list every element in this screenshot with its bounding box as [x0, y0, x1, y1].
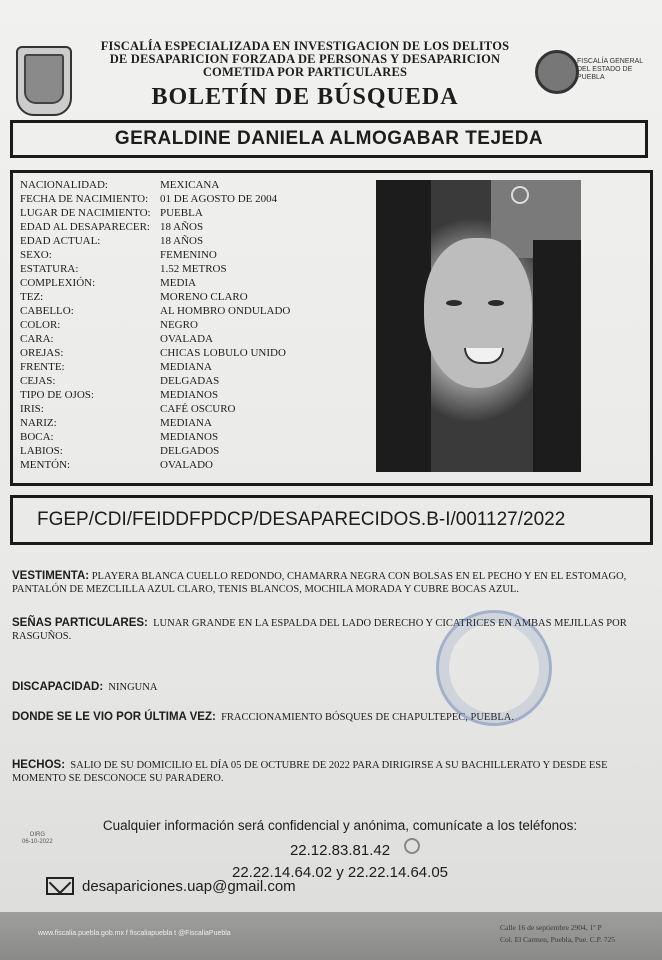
detail-label: TEZ: [20, 291, 44, 303]
fiscalia-logo-icon [535, 48, 645, 98]
clothing-text: PLAYERA BLANCA CUELLO REDONDO, CHAMARRA NEGRA CON BOLSAS EN EL PECHO Y EN EL ESTOMAGO, PANTALÓN DE MEZCLILLA AZUL CLARO, TENIS BLANCOS, MOCHILA MORADA Y CUBRE BOCAS AZUL. [12, 571, 627, 595]
detail-value: NEGRO [160, 319, 198, 331]
detail-label: NACIONALIDAD: [20, 179, 108, 191]
phone-number-1: 22.12.83.81.42 [289, 842, 391, 859]
detail-value: CAFÉ OSCURO [160, 403, 236, 415]
issuing-agency [80, 40, 530, 79]
last-seen-text: FRACCIONAMIENTO BÓSQUES DE CHAPULTEPEC, PUEBLA. [221, 712, 514, 723]
detail-value: DELGADAS [160, 375, 220, 387]
last-seen-label: DONDE SE LE VIO POR ÚLTIMA VEZ: [12, 711, 216, 723]
detail-row [20, 192, 380, 206]
detail-row [20, 206, 380, 220]
detail-label: FECHA DE NACIMIENTO: [20, 193, 149, 205]
detail-row [20, 290, 380, 304]
detail-label: OREJAS: [20, 347, 64, 359]
physical-description [20, 178, 380, 472]
detail-value: AL HOMBRO ONDULADO [160, 305, 291, 317]
detail-value: 1.52 METROS [160, 263, 227, 275]
detail-row [20, 388, 380, 402]
detail-value: MEDIA [160, 277, 197, 289]
marks-label: SEÑAS PARTICULARES: [12, 617, 148, 629]
detail-value: 01 DE AGOSTO DE 2004 [160, 193, 278, 205]
logo-text-1: FISCALÍA GENERAL [577, 58, 644, 65]
stamp-code-1: OIRG [29, 832, 46, 838]
detail-row [20, 248, 380, 262]
detail-value: MEXICANA [160, 179, 220, 191]
bulletin-title: BOLETÍN DE BÚSQUEDA [151, 84, 459, 110]
detail-value: DELGADOS [160, 445, 220, 457]
whatsapp-icon [404, 838, 420, 854]
contact-email: desapariciones.uap@gmail.com [82, 878, 296, 895]
disability-text: NINGUNA [108, 682, 158, 693]
detail-label: LUGAR DE NACIMIENTO: [20, 207, 151, 219]
detail-value: PUEBLA [160, 207, 203, 219]
footer-address [500, 922, 615, 946]
disability-section [12, 681, 648, 694]
detail-row [20, 304, 380, 318]
agency-line-1: FISCALÍA ESPECIALIZADA EN INVESTIGACION DE LOS DELITOS [100, 39, 510, 53]
detail-label: ESTATURA: [20, 263, 79, 275]
detail-row [20, 360, 380, 374]
detail-row [20, 346, 380, 360]
facts-label: HECHOS: [12, 759, 66, 771]
person-name: GERALDINE DANIELA ALMOGABAR TEJEDA [10, 120, 648, 158]
detail-row [20, 318, 380, 332]
detail-label: FRENTE: [20, 361, 65, 373]
detail-label: EDAD ACTUAL: [20, 235, 101, 247]
detail-row [20, 416, 380, 430]
detail-row [20, 444, 380, 458]
detail-row [20, 220, 380, 234]
detail-label: COMPLEXIÓN: [20, 277, 96, 289]
address-line-1: Calle 16 de septiembre 2904, 1º P [500, 923, 602, 932]
address-line-2: Col. El Carmen, Puebla, Pue. C.P. 725 [500, 935, 615, 944]
detail-label: CABELLO: [20, 305, 74, 317]
footer-bar [0, 912, 662, 960]
detail-label: CEJAS: [20, 375, 56, 387]
phone-number-2: 22.22.14.64.02 y 22.22.14.64.05 [231, 864, 449, 881]
facts-text: SALIO DE SU DOMICILIO EL DÍA 05 DE OCTUBRE DE 2022 PARA DIRIGIRSE A SU BACHILLERATO Y DESDE ESE MOMENTO SE DESCONOCE SU PARADERO. [12, 760, 608, 784]
stamp-code-2: 06-10-2022 [22, 839, 53, 845]
contact-intro: Cualquier información será confidencial y anónima, comunícate a los teléfonos: [102, 818, 578, 833]
clothing-label: VESTIMENTA: [12, 570, 90, 582]
detail-value: MEDIANA [160, 361, 212, 373]
facts-section [12, 759, 648, 785]
detail-value: FEMENINO [160, 249, 217, 261]
detail-row [20, 402, 380, 416]
agency-line-2: DE DESAPARICION FORZADA DE PERSONAS Y DESAPARICION [109, 52, 501, 66]
case-file-number: FGEP/CDI/FEIDDFPDCP/DESAPARECIDOS.B-I/001127/2022 [10, 495, 653, 545]
detail-label: NARIZ: [20, 417, 57, 429]
detail-row [20, 332, 380, 346]
detail-row [20, 276, 380, 290]
detail-value: MEDIANOS [160, 389, 219, 401]
detail-row [20, 178, 380, 192]
logo-text-3: PUEBLA [577, 74, 605, 81]
detail-label: COLOR: [20, 319, 61, 331]
marks-section [12, 617, 648, 643]
detail-label: MENTÓN: [20, 459, 71, 471]
last-seen-section [12, 711, 648, 724]
detail-label: SEXO: [20, 249, 52, 261]
detail-value: MORENO CLARO [160, 291, 248, 303]
detail-label: CARA: [20, 333, 54, 345]
detail-value: OVALADO [160, 459, 213, 471]
coat-of-arms-logo-icon [16, 46, 72, 116]
detail-value: MEDIANOS [160, 431, 219, 443]
detail-row [20, 430, 380, 444]
detail-row [20, 234, 380, 248]
agency-line-3: COMETIDA POR PARTICULARES [202, 65, 408, 79]
detail-label: LABIOS: [20, 445, 63, 457]
detail-row [20, 458, 380, 472]
disability-label: DISCAPACIDAD: [12, 681, 104, 693]
person-photo [376, 180, 581, 472]
detail-row [20, 262, 380, 276]
logo-text-2: DEL ESTADO DE [577, 66, 633, 73]
detail-label: BOCA: [20, 431, 54, 443]
detail-value: 18 AÑOS [160, 221, 204, 233]
detail-label: IRIS: [20, 403, 44, 415]
detail-label: EDAD AL DESAPARECER: [20, 221, 150, 233]
clothing-section [12, 570, 648, 596]
detail-value: 18 AÑOS [160, 235, 204, 247]
detail-label: TIPO DE OJOS: [20, 389, 94, 401]
detail-value: OVALADA [160, 333, 213, 345]
email-icon [46, 877, 74, 895]
stamp-code [22, 832, 53, 846]
marks-text: LUNAR GRANDE EN LA ESPALDA DEL LADO DERECHO Y CICATRICES EN AMBAS MEJILLAS POR RASGUÑOS. [12, 618, 627, 642]
detail-row [20, 374, 380, 388]
footer-social: www.fiscalia.puebla.gob.mx f fiscaliapuebla t @FiscaliaPuebla [38, 930, 231, 937]
detail-value: CHICAS LOBULO UNIDO [160, 347, 286, 359]
detail-value: MEDIANA [160, 417, 212, 429]
